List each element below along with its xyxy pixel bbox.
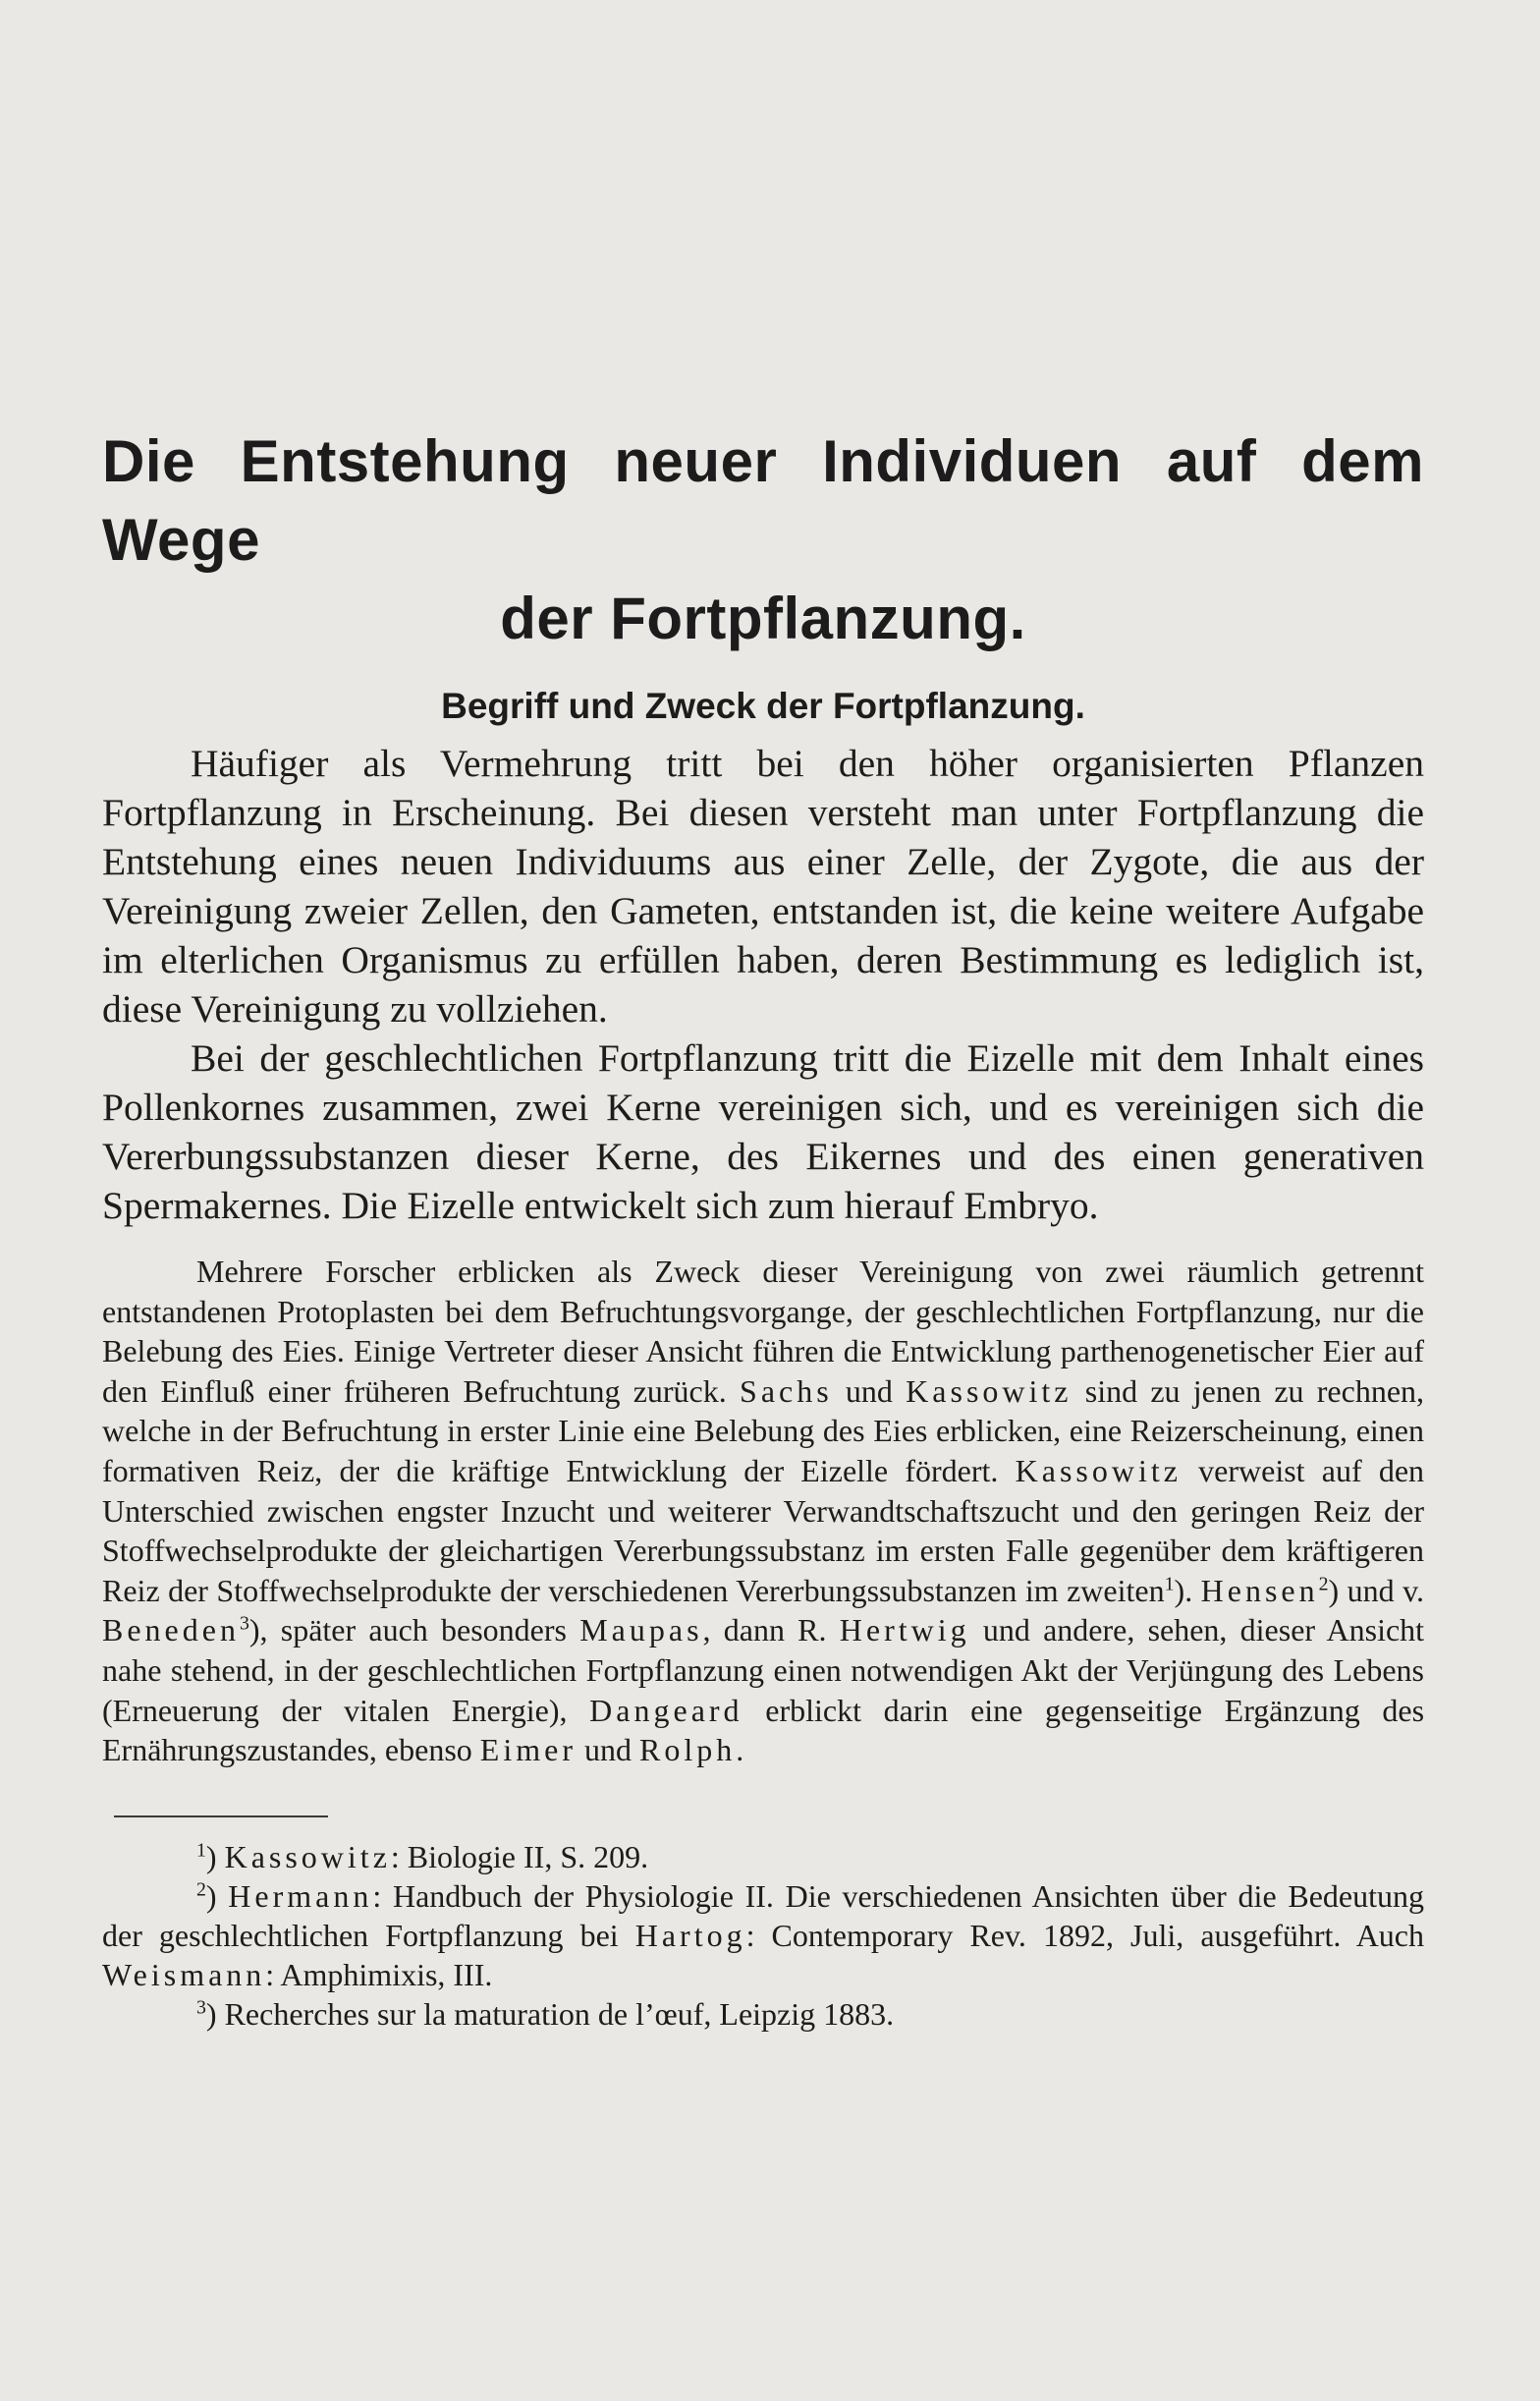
author-name: Eimer (479, 1732, 577, 1768)
footnote-marker: 3 (196, 1996, 206, 2019)
text-run: und (583, 1732, 632, 1768)
footnote-3: $^3$) Recherches sur la maturation de l’œuf, Leipzig 1883. (196, 1995, 895, 2032)
footnote-text: : Amphimixis, III. (265, 1956, 493, 1992)
footnote-text: Recherches sur la maturation de l’œuf, Leipzig 1883. (224, 1995, 895, 2032)
footnote-divider (114, 1815, 328, 1817)
footnote-ref-3[interactable]: 3 (239, 1612, 249, 1635)
author-name: Kassowitz (224, 1838, 391, 1874)
author-name: Beneden (102, 1612, 240, 1648)
text-run: ). (1174, 1572, 1193, 1608)
text-run: und andere, sehen, dieser Ansicht nahe stehend, in der geschlechtlichen Fortpflanzung einen notwendigen Akt der Verjüngung des Lebens (Erneuerung der vitalen Energie), (102, 1612, 1425, 1728)
paragraph-1: Häufiger als Vermehrung tritt bei den höher organisierten Pflanzen Fortpflanzung in Erscheinung. Bei diesen versteht man unter Fortpflanzung die Entstehung eines neuen Individuums aus einer Zelle, der Zygote, die aus der Vereinigung zweier Zellen, den Gameten, entstanden ist, die keine weitere Aufgabe im elterlichen Organismus zu erfüllen haben, deren Bestimmung es lediglich ist, diese Vereinigung zu vollziehen. (102, 742, 1424, 1031)
text-run: und (845, 1372, 893, 1409)
footnote-2: $^2$) Hermann: Handbuch der Physiologie II. Die verschiedenen Ansichten über die Bedeutung der geschlechtlichen Fortpflanzung bei Hartog: Contemporary Rev. 1892, Juli, ausgeführt. Auch Weismann: Amphimixis, III. (102, 1877, 1425, 1992)
author-name: Kassowitz (906, 1372, 1072, 1409)
author-name: Hartog (634, 1917, 746, 1953)
small-print-text (102, 1252, 1424, 1770)
text-run: . (736, 1732, 744, 1768)
author-name: Rolph (638, 1732, 737, 1768)
footnotes (102, 1837, 1424, 2034)
chapter-title-line-1: Die Entstehung neuer Individuen auf dem Wege (102, 428, 1424, 573)
chapter-title (102, 422, 1424, 658)
footnote-marker: 2 (196, 1878, 206, 1901)
footnote-ref-2[interactable]: 2 (1318, 1573, 1329, 1595)
author-name: Sachs (740, 1372, 833, 1409)
author-name: Hertwig (839, 1612, 970, 1648)
author-name: Dangeard (589, 1692, 743, 1728)
footnote-ref-1[interactable]: 1 (1164, 1573, 1175, 1595)
author-name: Weismann (102, 1956, 266, 1992)
author-name: Maupas (579, 1612, 703, 1648)
author-name: Kassowitz (1015, 1452, 1182, 1488)
section-heading: Begriff und Zweck der Fortpflanzung. (441, 686, 1085, 726)
chapter-title-line-2: der Fortpflanzung. (500, 586, 1026, 651)
author-name: Hensen (1200, 1572, 1319, 1608)
paragraph-2: Bei der geschlechtlichen Fortpflanzung tritt die Eizelle mit dem Inhalt eines Pollenkornes zusammen, zwei Kerne vereinigen sich, und es vereinigen sich die Vererbungssubstanzen dieser Kerne, des Eikernes und des einen generativen Spermakernes. Die Eizelle entwickelt sich zum hierauf Embryo. (102, 1036, 1424, 1227)
text-run: ), später auch besonders (248, 1612, 567, 1648)
text-run: sind zu jenen zu rechnen, welche in der Befruchtung in erster Linie eine Belebung des Eies erblicken, eine Reizerscheinung, einen formativen Reiz, der die kräftige Entwicklung der Eizelle fördert. (102, 1372, 1425, 1488)
footnote-text: : Handbuch der Physiologie II. Die verschiedenen Ansichten über die Bedeutung der geschlechtlichen Fortpflanzung bei (102, 1877, 1425, 1953)
footnote-marker: 1 (196, 1839, 206, 1862)
text-run: ) und v. (1328, 1572, 1425, 1608)
footnote-text: : Biologie II, S. 209. (390, 1838, 649, 1874)
text-run: , dann R. (702, 1612, 827, 1648)
small-paragraph (102, 1252, 1424, 1770)
footnote-text: : Contemporary Rev. 1892, Juli, ausgeführt. Auch (745, 1917, 1425, 1953)
footnote-1: $^1$) Kassowitz: Biologie II, S. 209. (196, 1838, 649, 1874)
author-name: Hermann (228, 1877, 373, 1914)
main-text (102, 739, 1424, 1230)
text-run: erblickt darin eine gegenseitige Ergänzung des Ernährungszustandes, ebenso (102, 1692, 1425, 1768)
text-run: Mehrere Forscher erblicken als Zweck dieser Vereinigung von zwei räumlich getrennt entstandenen Protoplasten bei dem Befruchtungsvorgange, der geschlechtlichen Fortpflanzung, nur die Belebung des Eies. Einige Vertreter dieser Ansicht führen die Entwicklung parthenogenetischer Eier auf den Einfluß einer früheren Befruchtung zurück. (102, 1254, 1424, 1409)
text-run: verweist auf den Unterschied zwischen engster Inzucht und weiterer Verwandtschaftszucht und den geringen Reiz der Stoffwechselprodukte der gleichartigen Vererbungssubstanz im ersten Falle gegenüber dem kräftigeren Reiz der Stoffwechselprodukte der verschiedenen Vererbungssubstanzen im zweiten (102, 1452, 1425, 1608)
